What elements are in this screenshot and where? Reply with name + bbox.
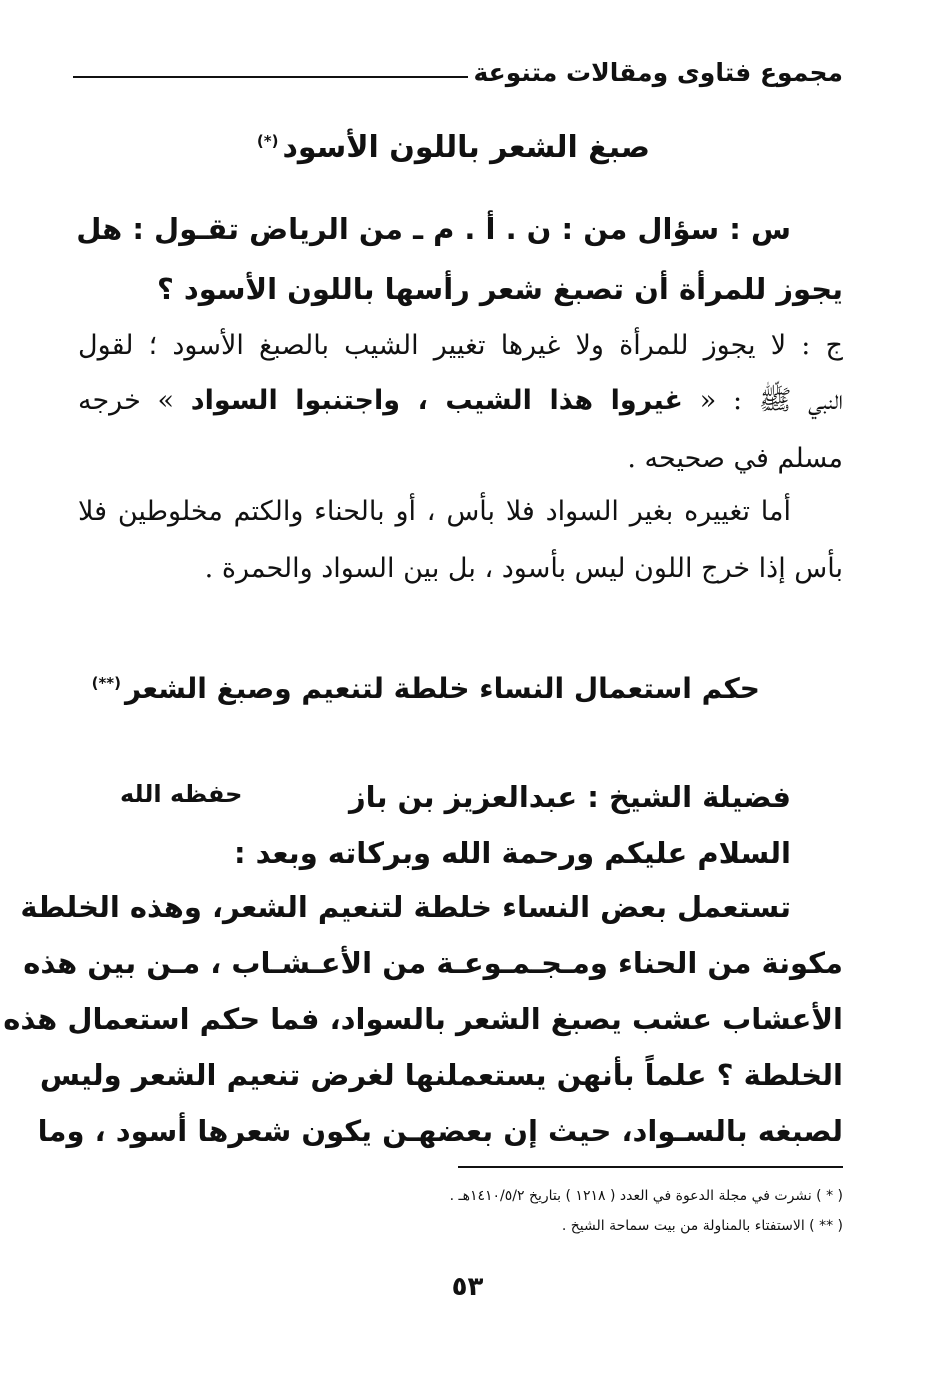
- article-title-hair-mixture: [92, 672, 760, 705]
- running-header: [73, 58, 843, 87]
- body-line: تستعمل بعض النساء خلطة لتنعيم الشعر، وهذه الخلطة: [20, 890, 791, 924]
- footnote-marker: (**): [91, 673, 121, 692]
- footnote-marker: (*): [256, 132, 279, 150]
- answer-line-3: مسلم في صحيحه .: [627, 443, 843, 474]
- answer-line-1: ج : لا يجوز للمرأة ولا غيرها تغيير الشيب بالصبغ الأسود ؛ لقول: [78, 330, 843, 361]
- honorific: حفظه الله: [120, 780, 243, 808]
- body-line: الأعشاب عشب يصبغ الشعر بالسواد، فما حكم استعمال هذه: [3, 1002, 843, 1036]
- addressee-line: فضيلة الشيخ : عبدالعزيز بن باز: [348, 780, 791, 814]
- book-title: مجموع فتاوى ومقالات متنوعة: [473, 58, 843, 87]
- answer-line-2: [78, 385, 843, 417]
- footnote-2: ( ** ) الاستفتاء بالمناولة من بيت سماحة الشيخ .: [561, 1218, 843, 1234]
- body-line: لصبغه بالسـواد، حيث إن بعضهـن يكون شعرها أسود ، وما: [37, 1114, 843, 1148]
- answer-prefix: النبي ﷺ : «: [699, 385, 843, 416]
- footnote-rule: [458, 1166, 843, 1168]
- greeting-line: السلام عليكم ورحمة الله وبركاته وبعد :: [233, 836, 791, 870]
- answer-suffix: » خرجه: [78, 385, 175, 416]
- body-line: الخلطة ؟ علماً بأنهن يستعملنها لغرض تنعيم الشعر وليس: [39, 1058, 843, 1092]
- paragraph2-line-1: أما تغييره بغير السواد فلا بأس ، أو بالحناء والكتم مخلوطين فلا: [78, 496, 791, 527]
- paragraph2-line-2: بأس إذا خرج اللون ليس بأسود ، بل بين السواد والحمرة .: [204, 553, 843, 584]
- footnote-1: ( * ) نشرت في مجلة الدعوة في العدد ( ١٢١٨ ) بتاريخ ١٤١٠/٥/٢هـ .: [449, 1188, 843, 1204]
- body-line: مكونة من الحناء ومـجـمـوعـة من الأعـشـاب ، مـن بين هذه: [23, 946, 843, 980]
- question-line-2: يجوز للمرأة أن تصبغ شعر رأسها باللون الأسود ؟: [156, 272, 843, 306]
- header-rule: [73, 76, 468, 78]
- article-title-text: حكم استعمال النساء خلطة لتنعيم وصبغ الشعر: [125, 672, 760, 705]
- article-title-text: صبغ الشعر باللون الأسود: [282, 130, 650, 165]
- hadith-quote: غيروا هذا الشيب ، واجتنبوا السواد: [190, 385, 683, 416]
- question-line-1: س : سؤال من : ن . أ . م ـ من الرياض تقـول : هل: [76, 212, 791, 246]
- page-number: ٥٣: [451, 1272, 484, 1302]
- article-title-black-dye: [257, 130, 650, 165]
